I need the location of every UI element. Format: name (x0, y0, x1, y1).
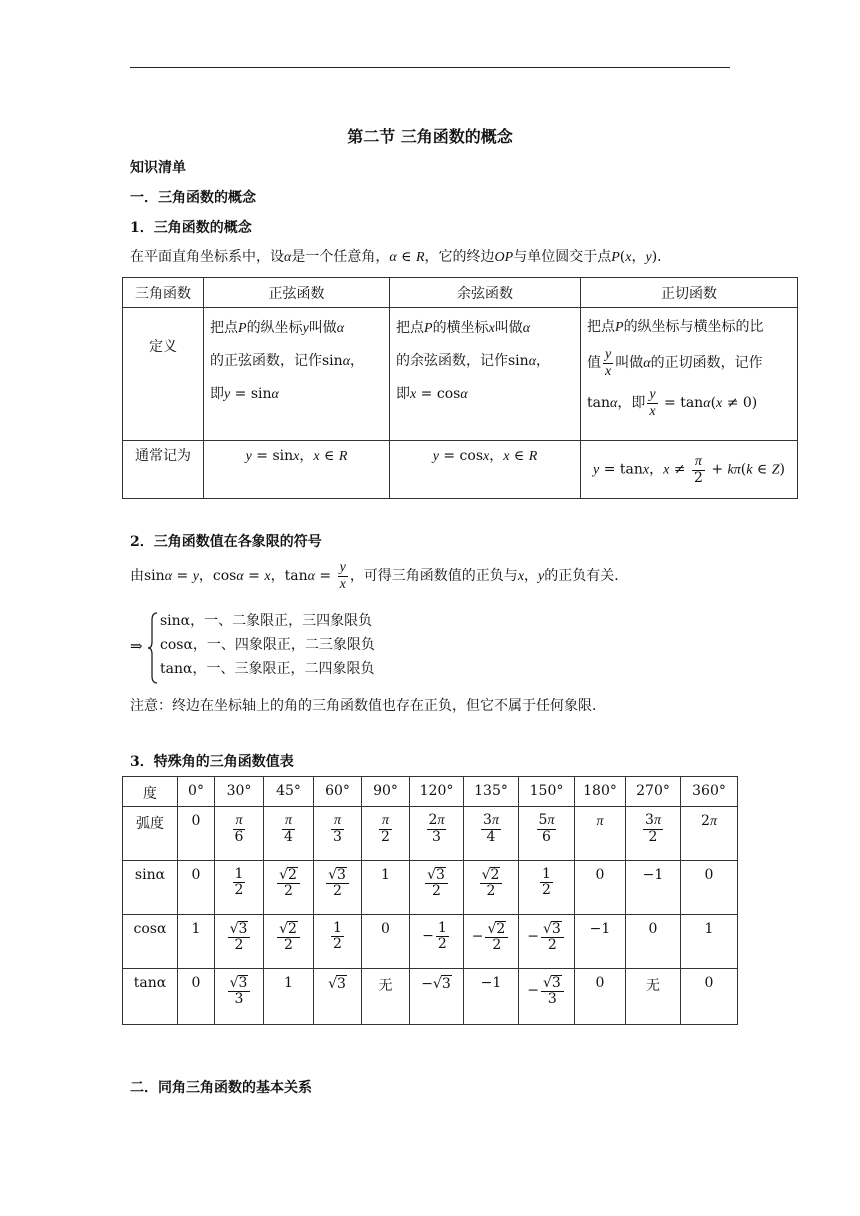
cos-row (123, 915, 738, 969)
value-cell: −1 (575, 915, 626, 969)
value-cell: 0 (575, 861, 626, 915)
header-cell: 正弦函数 (204, 278, 390, 308)
value-cell: $\frac{1}{2}$ (519, 861, 575, 915)
knowledge-heading: 知识清单 (130, 160, 186, 176)
value-cell: $\frac{5\pi}{6}$ (519, 807, 575, 861)
sign-intro: 由sinα = y，cosα = x，tanα = $\frac{y}{x}$ ，可得三角函数值的正负与x，y的正负有关． (130, 559, 629, 592)
value-cell: 0 (626, 915, 681, 969)
value-cell: $\frac{\pi}{4}$ (264, 807, 314, 861)
value-cell: 0 (178, 969, 215, 1025)
header-rule (130, 67, 730, 68)
value-cell: $\frac{√2}{2}$ (264, 861, 314, 915)
value-cell: $\frac{2\pi}{3}$ (410, 807, 464, 861)
value-cell: $\frac{\pi}{2}$ (362, 807, 410, 861)
tan-notation-cell: y = tanx，x ≠ $\frac{\pi}{2}$ + kπ(k ∈ Z) (581, 441, 798, 499)
row-label-radian: 弧度 (123, 807, 178, 861)
degree-cell: 30° (215, 777, 264, 807)
sin-row (123, 861, 738, 915)
row-label-cos: cosα (123, 915, 178, 969)
value-cell: $\frac{√3}{2}$ (215, 915, 264, 969)
degree-cell: 45° (264, 777, 314, 807)
value-cell: 0 (362, 915, 410, 969)
value-cell: $\frac{3\pi}{4}$ (464, 807, 519, 861)
sub1-heading: 1．三角函数的概念 (130, 220, 252, 236)
row-label-notation: 通常记为 (123, 441, 204, 499)
header-cell: 三角函数 (123, 278, 204, 308)
sign-rule-cos: cosα，一、四象限正，二三象限负 (160, 637, 375, 653)
value-cell: $\frac{√2}{2}$ (264, 915, 314, 969)
value-cell: − $\frac{√3}{2}$ (519, 915, 575, 969)
value-cell: 0 (575, 969, 626, 1025)
value-cell: $\frac{√2}{2}$ (464, 861, 519, 915)
value-cell: 2π (681, 807, 738, 861)
value-cell: 0 (681, 969, 738, 1025)
degree-cell: 360° (681, 777, 738, 807)
header-cell: 余弦函数 (390, 278, 581, 308)
value-cell: 1 (178, 915, 215, 969)
row-label-degree: 度 (123, 777, 178, 807)
value-cell: $\frac{\pi}{3}$ (314, 807, 362, 861)
degree-cell: 0° (178, 777, 215, 807)
cos-definition-cell: 把点P的横坐标x叫做α 的余弦函数，记作sinα， 即x = cosα (390, 308, 581, 441)
degree-cell: 135° (464, 777, 519, 807)
sub3-heading: 3．特殊角的三角函数值表 (130, 754, 294, 770)
value-cell: −√3 (410, 969, 464, 1025)
row-label-sin: sinα (123, 861, 178, 915)
value-cell: $\frac{3\pi}{2}$ (626, 807, 681, 861)
value-cell: 1 (681, 915, 738, 969)
special-angle-table (122, 776, 738, 1025)
definition-table (122, 277, 798, 499)
cos-notation-cell: y = cosx，x ∈ R (390, 441, 581, 499)
value-cell: π (575, 807, 626, 861)
value-cell: 无 (626, 969, 681, 1025)
value-cell: $\frac{√3}{2}$ (410, 861, 464, 915)
value-cell: −1 (626, 861, 681, 915)
row-label-definition: 定义 (123, 308, 204, 441)
intro-paragraph: 在平面直角坐标系中，设α是一个任意角，α ∈ R，它的终边OP与单位圆交于点P(x，y)． (130, 249, 672, 265)
degree-cell: 90° (362, 777, 410, 807)
section-title: 第二节 三角函数的概念 (347, 127, 513, 146)
value-cell: $\frac{√3}{3}$ (215, 969, 264, 1025)
sub2-heading: 2．三角函数值在各象限的符号 (130, 534, 322, 550)
degree-cell: 150° (519, 777, 575, 807)
value-cell: − $\frac{√3}{3}$ (519, 969, 575, 1025)
value-cell: 1 (264, 969, 314, 1025)
sin-notation-cell: y = sinx，x ∈ R (204, 441, 390, 499)
brace-icon (147, 612, 159, 684)
value-cell: − $\frac{1}{2}$ (410, 915, 464, 969)
row-label-tan: tanα (123, 969, 178, 1025)
degree-cell: 270° (626, 777, 681, 807)
sign-rule-tan: tanα，一、三象限正，二四象限负 (160, 661, 375, 677)
implies-symbol: ⇒ (130, 637, 143, 655)
note-paragraph: 注意：终边在坐标轴上的角的三角函数值也存在正负，但它不属于任何象限． (130, 698, 606, 714)
value-cell: 无 (362, 969, 410, 1025)
sign-rule-sin: sinα，一、二象限正，三四象限负 (160, 613, 373, 629)
value-cell: −1 (464, 969, 519, 1025)
value-cell: 1 (362, 861, 410, 915)
tan-row (123, 969, 738, 1025)
degree-cell: 120° (410, 777, 464, 807)
value-cell: $\frac{\pi}{6}$ (215, 807, 264, 861)
part2-heading: 二．同角三角函数的基本关系 (130, 1080, 312, 1096)
tan-definition-cell: 把点P的纵坐标与横坐标的比 值 $\frac{y}{x}$ 叫做α的正切函数，记作 tanα，即 $\frac{y}{x}$ = tanα(x ≠ 0) (581, 308, 798, 441)
sin-definition-cell: 把点P的纵坐标y叫做α 的正弦函数，记作sinα， 即y = sinα (204, 308, 390, 441)
value-cell: 0 (681, 861, 738, 915)
radian-row (123, 807, 738, 861)
header-cell: 正切函数 (581, 278, 798, 308)
part1-heading: 一．三角函数的概念 (130, 190, 256, 206)
value-cell: 0 (178, 807, 215, 861)
degree-cell: 180° (575, 777, 626, 807)
value-cell: $\frac{1}{2}$ (215, 861, 264, 915)
value-cell: − $\frac{√2}{2}$ (464, 915, 519, 969)
value-cell: √3 (314, 969, 362, 1025)
value-cell: 0 (178, 861, 215, 915)
value-cell: $\frac{√3}{2}$ (314, 861, 362, 915)
degree-cell: 60° (314, 777, 362, 807)
value-cell: $\frac{1}{2}$ (314, 915, 362, 969)
